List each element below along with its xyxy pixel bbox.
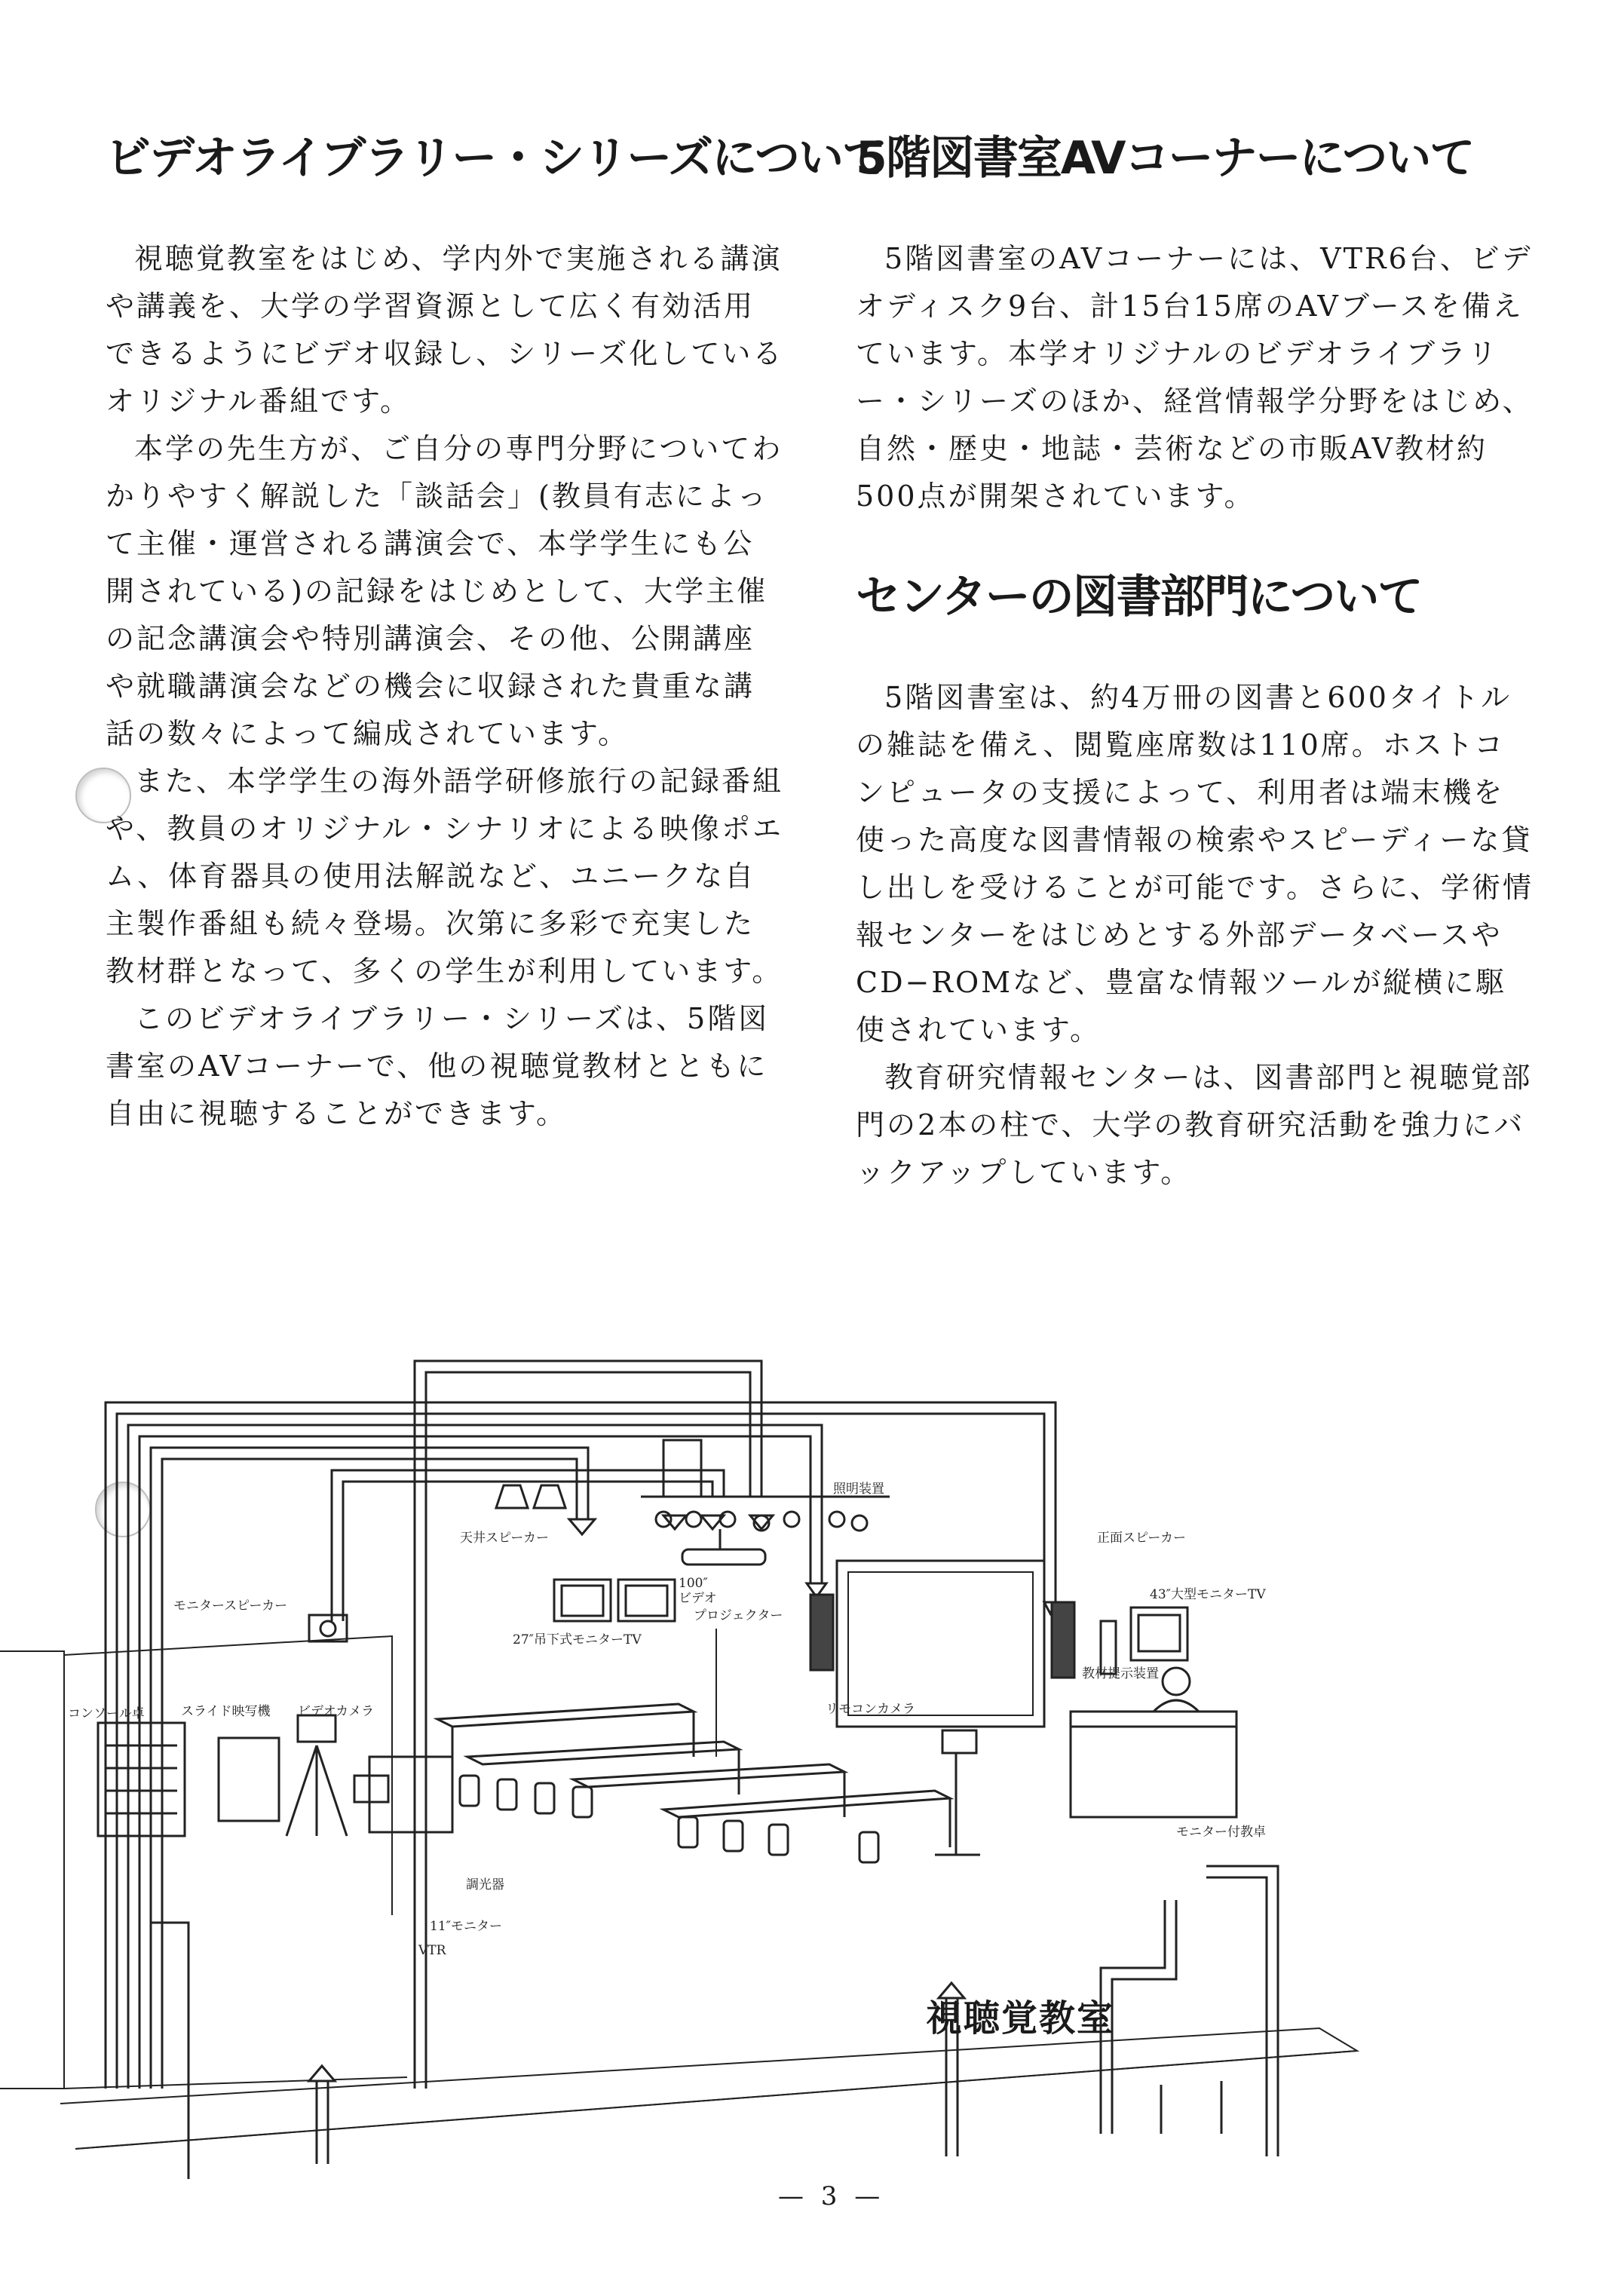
conduit-5-inner (343, 1482, 712, 1621)
library-section-heading: センターの図書部門について (856, 571, 1422, 624)
label-vtr: VTR (418, 1943, 446, 1958)
label-projector-size: 100″ (679, 1576, 708, 1591)
label-material-presenter: 教材提示装置 (1082, 1666, 1159, 1681)
library-section-body (856, 674, 1534, 1197)
slide-projector (219, 1738, 279, 1821)
video-camera (298, 1715, 336, 1742)
right-column (856, 128, 1534, 1197)
label-large-monitor: 43″大型モニターTV (1150, 1587, 1266, 1602)
library-paragraph-1: 5階図書室は、約4万冊の図書と600タイトルの雑誌を備え、閲覧座席数は110席。ホストコンピュータの支援によって、利用者は端末機を使った高度な図書情報の検索やスピーディーな貸し出しを受けることが可能です。さらに、学術情報センターをはじめとする外部データベースやCD−ROMなど、豊富な情報ツールが縦横に駆使されています。 (856, 681, 1534, 1047)
library-paragraph-2: 教育研究情報センターは、図書部門と視聴覚部門の2本の柱で、大学の教育研究活動を強力にバックアップしています。 (856, 1061, 1533, 1189)
ceiling-speaker-2 (534, 1485, 565, 1508)
av-corner-heading: 5階図書室AVコーナーについて (856, 132, 1474, 185)
label-console: コンソール卓 (68, 1706, 145, 1721)
front-speaker-left (810, 1595, 833, 1670)
teacher-figure-body (1154, 1700, 1199, 1712)
front-speaker-right (1052, 1602, 1074, 1678)
video-library-paragraph-4: このビデオライブラリー・シリーズは、5階図書室のAVコーナーで、他の視聴覚教材とともに自由に視聴することができます。 (106, 1002, 770, 1130)
label-dimmer: 調光器 (466, 1877, 504, 1892)
page-number: — 3 — (778, 2181, 885, 2211)
back-wall (0, 1651, 64, 2089)
label-remote-camera: リモコンカメラ (826, 1702, 915, 1717)
camera-tripod (286, 1745, 347, 1836)
ceiling-speaker-1 (496, 1485, 528, 1508)
hanging-monitor-2-screen (626, 1586, 667, 1616)
remote-camera (942, 1730, 976, 1753)
diagram-title: 視聴覚教室 (926, 1997, 1115, 2040)
conduit-13 (1206, 1877, 1267, 2156)
monitor-speaker-cone (320, 1621, 336, 1636)
label-ceiling-speaker: 天井スピーカー (460, 1531, 549, 1546)
av-classroom-diagram (0, 1335, 1624, 2179)
floor-edge (75, 2051, 1357, 2149)
label-hanging-monitor: 27″吊下式モニターTV (513, 1632, 642, 1647)
large-monitor-screen (1138, 1615, 1180, 1651)
conduit-6 (663, 1440, 701, 1497)
floor-outline (60, 2028, 1357, 2149)
label-small-monitor: 11″モニター (430, 1919, 502, 1934)
video-library-body (106, 235, 784, 1138)
video-projector (682, 1549, 765, 1565)
label-projector-video: ビデオ (679, 1591, 717, 1606)
video-library-paragraph-3: また、本学学生の海外語学研修旅行の記録番組や、教員のオリジナル・シナリオによる映像ポエム、体育器具の使用法解説など、ユニークな自主製作番組も続々登場。次第に多彩で充実した教材群となって、多くの学生が利用しています。 (106, 765, 784, 988)
console-desk (98, 1723, 185, 1836)
conduit-5 (332, 1470, 724, 1621)
label-lighting: 照明装置 (833, 1482, 884, 1497)
label-slide-projector: スライド映写機 (181, 1704, 271, 1719)
av-corner-body (856, 235, 1534, 520)
control-desk (369, 1757, 452, 1832)
monitor-speaker (309, 1615, 347, 1641)
label-teacher-desk: モニター付教卓 (1176, 1825, 1266, 1840)
projection-screen (848, 1572, 1033, 1715)
video-library-paragraph-1: 視聴覚教室をはじめ、学内外で実施される講演や講義を、大学の学習資源として広く有効活用できるようにビデオ収録し、シリーズ化しているオリジナル番組です。 (106, 242, 784, 418)
small-monitor (354, 1776, 388, 1802)
teacher-figure-head (1163, 1668, 1190, 1695)
av-corner-paragraph: 5階図書室のAVコーナーには、VTR6台、ビデオディスク9台、計15台15席のAVブースを備えています。本学オリジナルのビデオライブラリー・シリーズのほか、経営情報学分野をはじめ、自然・歴史・地誌・芸術などの市販AV教材約500点が開架されています。 (856, 242, 1534, 513)
label-projector: プロジェクター (694, 1608, 783, 1623)
classroom-illustration (0, 1335, 1624, 2179)
conduit-1 (106, 1402, 1056, 2089)
video-library-section (106, 128, 886, 1138)
hanging-monitor-1-screen (562, 1586, 603, 1616)
conduit-10-inner (1112, 1900, 1176, 2134)
video-library-paragraph-2: 本学の先生方が、ご自分の専門分野についてわかりやすく解説した「談話会」(教員有志によって主催・運営される講演会で、本学学生にも公開されている)の記録をはじめとして、大学主催の記念講演会や特別講演会、その他、公開講座や就職講演会などの機会に収録された貴重な講話の数々によって編成されています。 (106, 432, 783, 750)
label-monitor-speaker: モニタースピーカー (173, 1598, 288, 1614)
label-video-camera: ビデオカメラ (298, 1704, 375, 1719)
remote-camera-stand (935, 1753, 980, 1855)
arrow-head-1 (569, 1519, 595, 1534)
student-chairs (460, 1776, 878, 1862)
label-front-speaker: 正面スピーカー (1097, 1531, 1186, 1546)
arrow-head-7 (309, 2066, 335, 2081)
video-library-heading: ビデオライブラリー・シリーズについて (106, 132, 886, 185)
